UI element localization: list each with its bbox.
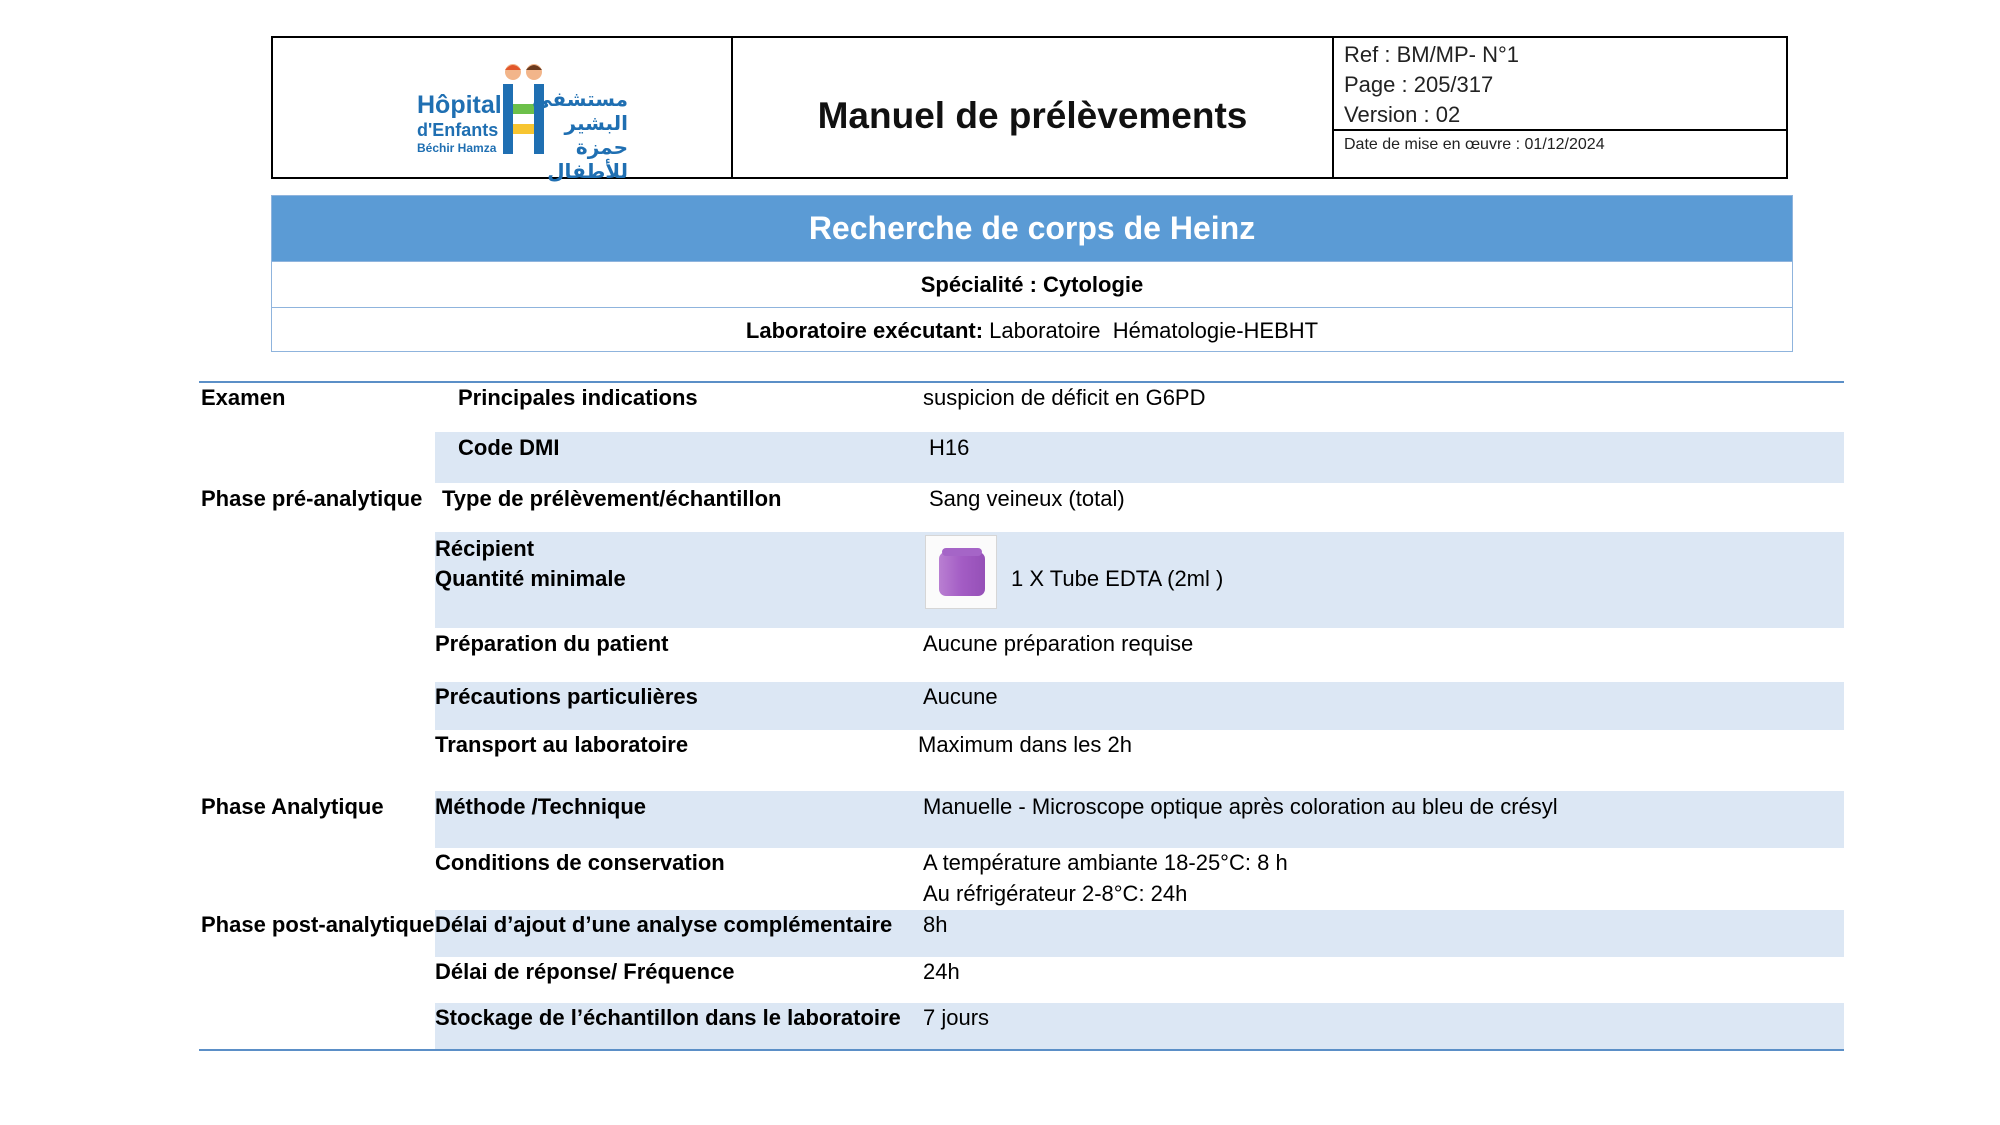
- row-value: H16: [929, 435, 970, 460]
- row-value: suspicion de déficit en G6PD: [923, 385, 1206, 410]
- table-row: [199, 730, 1844, 791]
- title-cell: [733, 38, 1334, 177]
- row-value: Aucune préparation requise: [923, 631, 1194, 656]
- row-value: 8h: [923, 912, 948, 937]
- lab-row: [272, 307, 1792, 353]
- lab-value: Laboratoire Hématologie-HEBHT: [983, 317, 1319, 343]
- table-row: [199, 628, 1844, 682]
- table-row: [199, 848, 1844, 910]
- row-label: Code DMI: [458, 435, 560, 460]
- row-value: Manuelle - Microscope optique après coloration au bleu de crésyl: [923, 794, 1558, 819]
- logo-ar-line-3: للأطفال: [547, 161, 628, 183]
- edta-tube-cap-icon: [925, 535, 997, 609]
- ref-text: Ref : BM/MP- N°1: [1344, 42, 1520, 67]
- table-row: [199, 532, 1844, 628]
- lab-label: Laboratoire exécutant:: [745, 317, 984, 343]
- row-value: Aucune: [923, 684, 998, 709]
- meta-top: [1334, 38, 1786, 131]
- row-label: Méthode /Technique: [435, 794, 647, 819]
- row-value: 24h: [923, 959, 960, 984]
- table-row: [199, 957, 1844, 1003]
- specialty-row: [272, 261, 1792, 307]
- row-label: Stockage de l’échantillon dans le laboratoire: [435, 1005, 901, 1030]
- date-text: Date de mise en œuvre : 01/12/2024: [1344, 136, 1605, 153]
- table-row: [199, 791, 1844, 848]
- logo-ar-line-2: البشير حمزة: [564, 113, 628, 159]
- row-label: Délai de réponse/ Fréquence: [435, 959, 735, 984]
- row-label: Délai d’ajout d’une analyse complémentaire: [435, 912, 893, 937]
- phase-label: Phase pré-analytique: [201, 486, 423, 511]
- logo-line-2: d'Enfants: [417, 120, 499, 140]
- document-title: Manuel de prélèvements: [817, 94, 1248, 136]
- document-header: [271, 36, 1788, 183]
- row-label: Quantité minimale: [435, 566, 626, 591]
- row-label: Type de prélèvement/échantillon: [442, 486, 782, 511]
- page-number: Page : 205/317: [1344, 72, 1494, 97]
- logo-line-1: Hôpital: [417, 91, 502, 119]
- table-row: [199, 682, 1844, 730]
- meta-cell: [1334, 38, 1786, 177]
- row-value: Au réfrigérateur 2-8°C: 24h: [923, 881, 1188, 906]
- logo-text-ar: [532, 88, 628, 184]
- logo-cell: [273, 38, 733, 183]
- logo-text-fr: [417, 93, 502, 154]
- phase-label: Examen: [201, 385, 286, 410]
- table-row: [199, 383, 1844, 432]
- row-label: Préparation du patient: [435, 631, 669, 656]
- table-row: [199, 432, 1844, 483]
- row-value: 1 X Tube EDTA (2ml ): [1011, 566, 1224, 591]
- table-row: [199, 910, 1844, 957]
- row-label: Récipient: [435, 536, 535, 561]
- table-row: [199, 483, 1844, 532]
- row-value: 7 jours: [923, 1005, 990, 1030]
- exam-details-table: [199, 381, 1844, 1051]
- version-text: Version : 02: [1344, 102, 1461, 127]
- logo-ar-line-1: مستشفى: [532, 89, 628, 111]
- exam-title: Recherche de corps de Heinz: [272, 196, 1792, 261]
- logo-line-3: Béchir Hamza: [417, 141, 497, 155]
- row-value: Maximum dans les 2h: [918, 732, 1132, 757]
- phase-label: Phase Analytique: [201, 794, 384, 819]
- phase-label: Phase post-analytique: [201, 912, 435, 937]
- row-label: Conditions de conservation: [435, 850, 725, 875]
- row-label: Précautions particulières: [435, 684, 698, 709]
- specialty-label: Spécialité : Cytologie: [920, 271, 1144, 297]
- row-value: A température ambiante 18-25°C: 8 h: [923, 850, 1288, 875]
- row-label: Principales indications: [458, 385, 698, 410]
- table-row: [199, 1003, 1844, 1049]
- exam-banner: [271, 195, 1793, 352]
- row-label: Transport au laboratoire: [435, 732, 689, 757]
- row-value: Sang veineux (total): [929, 486, 1125, 511]
